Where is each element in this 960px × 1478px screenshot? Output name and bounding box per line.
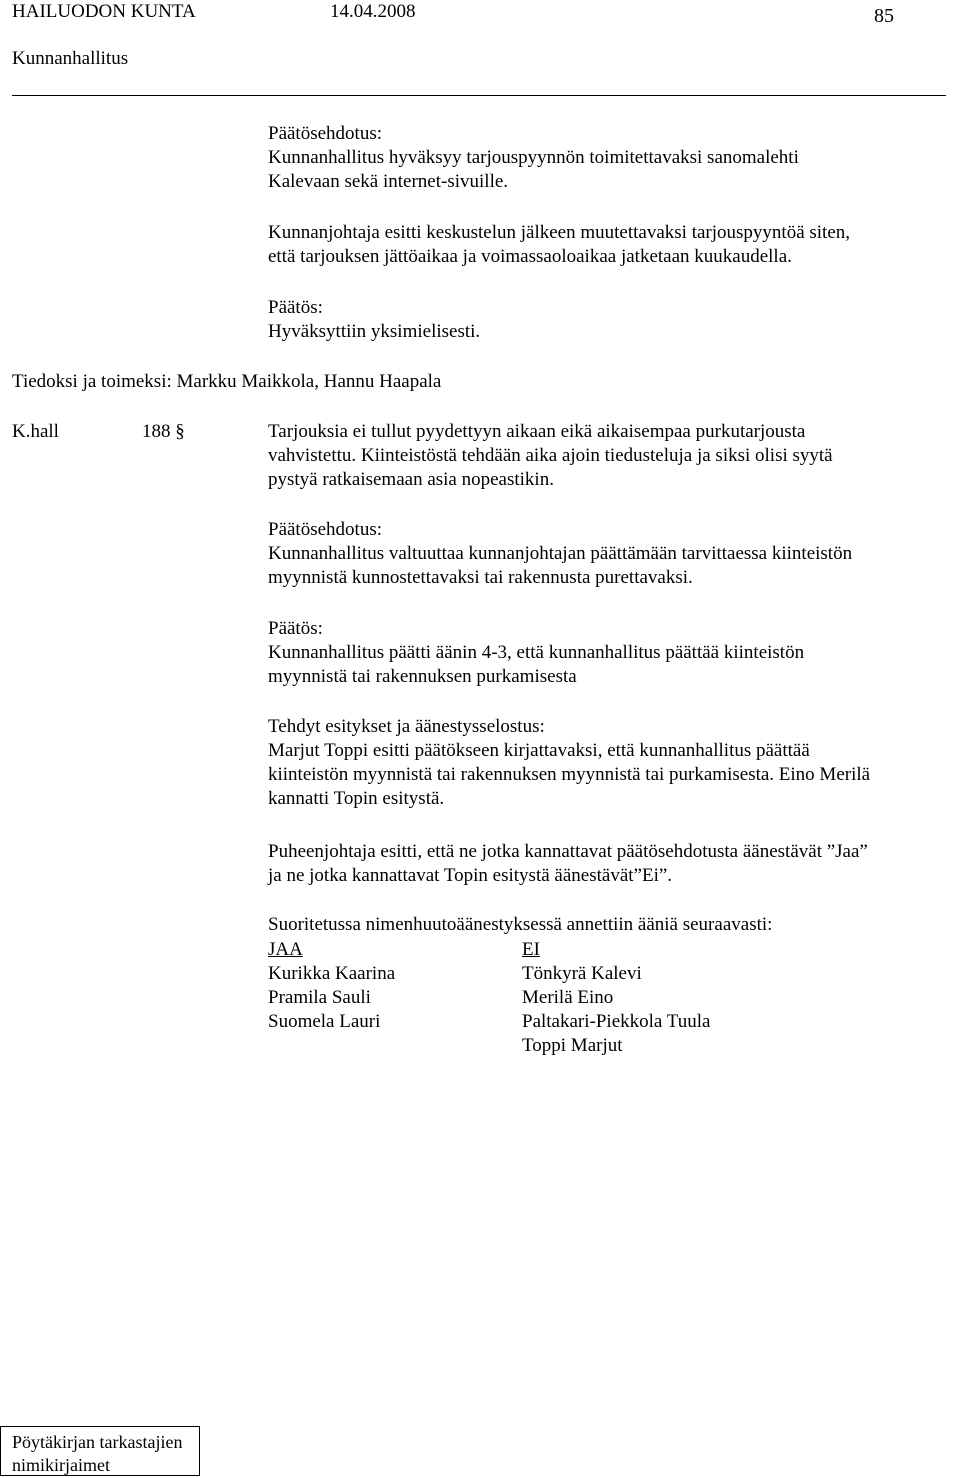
prev-decision-label: Päätös: <box>268 297 323 318</box>
vote-no-header: EI <box>522 939 540 960</box>
motions-line: Marjut Toppi esitti päätökseen kirjattavaksi, että kunnanhallitus päättää <box>268 740 810 761</box>
vote-yes-header: JAA <box>268 939 303 960</box>
section-number <box>142 420 185 444</box>
motions-line: kannatti Topin esitystä. <box>268 788 445 809</box>
organization-name: HAILUODON KUNTA <box>12 1 196 22</box>
body-name: Kunnanhallitus <box>12 48 129 69</box>
proposal-label: Päätösehdotus: <box>268 519 382 540</box>
chair-statement <box>268 840 948 888</box>
page-number: 85 <box>874 5 894 27</box>
section-ref: K.hall <box>12 421 59 442</box>
prev-discussion-line: että tarjouksen jättöaikaa ja voimassaoloaikaa jatketaan kuukaudella. <box>268 246 792 267</box>
vote-yes-name: Suomela Lauri <box>268 1011 381 1032</box>
vote-intro <box>268 913 948 937</box>
chair-line: Puheenjohtaja esitti, että ne jotka kannattavat päätösehdotusta äänestävät ”Jaa” <box>268 841 868 862</box>
meeting-date: 14.04.2008 <box>330 1 416 22</box>
proposal-line: myynnistä kunnostettavaksi tai rakennusta purettavaksi. <box>268 567 693 588</box>
decision-line: myynnistä tai rakennuksen purkamisesta <box>268 666 577 687</box>
section-number-value: 188 <box>142 421 171 442</box>
vote-no-name: Tönkyrä Kalevi <box>522 963 642 984</box>
prev-discussion <box>268 221 948 269</box>
prev-proposal-line: Kunnanhallitus hyväksyy tarjouspyynnön toimitettavaksi sanomalehti <box>268 147 799 168</box>
intro-line: Tarjouksia ei tullut pyydettyyn aikaan eikä aikaisempaa purkutarjousta <box>268 421 806 442</box>
chair-line: ja ne jotka kannattavat Topin esitystä äänestävät”Ei”. <box>268 865 673 886</box>
header-rule <box>12 95 946 96</box>
intro-line: vahvistettu. Kiinteistöstä tehdään aika ajoin tiedusteluja ja siksi olisi syytä <box>268 445 833 466</box>
prev-decision-text: Hyväksyttiin yksimielisesti. <box>268 321 481 342</box>
vote-yes-name: Pramila Sauli <box>268 987 371 1008</box>
prev-proposal-line: Kalevaan sekä internet-sivuille. <box>268 171 509 192</box>
paragraph-symbol: § <box>175 421 185 442</box>
footer-line: nimikirjaimet <box>12 1455 110 1475</box>
prev-discussion-line: Kunnanjohtaja esitti keskustelun jälkeen muutettavaksi tarjouspyyntöä siten, <box>268 222 851 243</box>
section-proposal <box>268 518 948 590</box>
vote-no-name: Paltakari-Piekkola Tuula <box>522 1011 711 1032</box>
prev-proposal <box>268 122 948 194</box>
intro-line: pystyä ratkaisemaan asia nopeastikin. <box>268 469 554 490</box>
section-decision <box>268 617 948 689</box>
vote-no-name: Merilä Eino <box>522 987 614 1008</box>
footer-line: Pöytäkirjan tarkastajien <box>12 1432 183 1452</box>
prev-proposal-label: Päätösehdotus: <box>268 123 382 144</box>
decision-line: Kunnanhallitus päätti äänin 4-3, että kunnanhallitus päättää kiinteistön <box>268 642 805 663</box>
section-motions <box>268 715 948 811</box>
proposal-line: Kunnanhallitus valtuuttaa kunnanjohtajan päättämään tarvittaessa kiinteistön <box>268 543 853 564</box>
section-intro <box>268 420 948 492</box>
vote-no-name: Toppi Marjut <box>522 1035 623 1056</box>
distribution-line: Tiedoksi ja toimeksi: Markku Maikkola, Hannu Haapala <box>12 371 442 392</box>
vote-intro-line: Suoritetussa nimenhuutoäänestyksessä annettiin ääniä seuraavasti: <box>268 914 773 935</box>
vote-no-column <box>522 938 710 1058</box>
vote-yes-column <box>268 938 395 1034</box>
motions-label: Tehdyt esitykset ja äänestysselostus: <box>268 716 545 737</box>
prev-decision <box>268 296 948 344</box>
vote-yes-name: Kurikka Kaarina <box>268 963 396 984</box>
motions-line: kiinteistön myynnistä tai rakennuksen myynnistä tai purkamisesta. Eino Merilä <box>268 764 871 785</box>
decision-label: Päätös: <box>268 618 323 639</box>
